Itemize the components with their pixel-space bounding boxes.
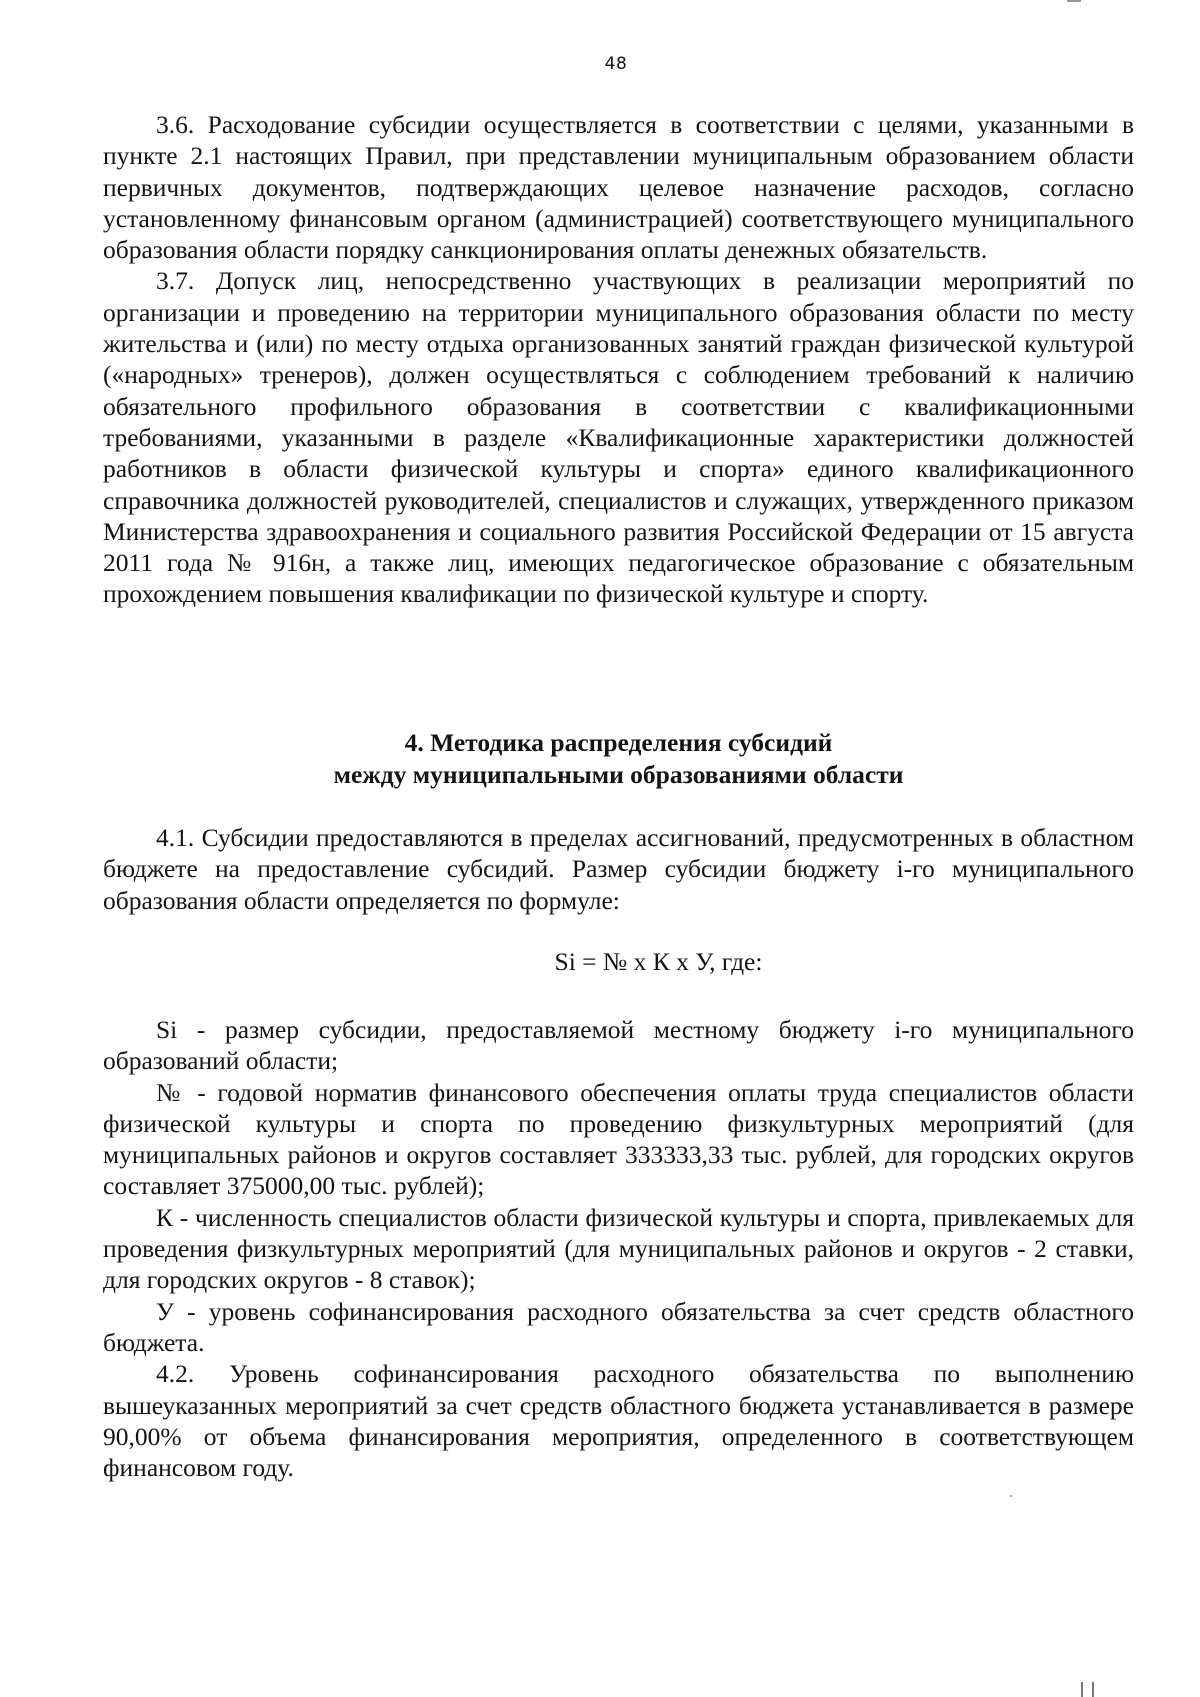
definition-n: № - годовой норматив финансового обеспечения оплаты труда специалистов области физической культуры и спорта по проведению физкультурных мероприятий (для муниципальных районов и округов составляет 333333,33 тыс. рублей, для городских округов составляет 375000,00 тыс. рублей); — [103, 1077, 1134, 1201]
paragraph-4-2: 4.2. Уровень софинансирования расходного обязательства по выполнению вышеуказанных мероприятий за счет средств областного бюджета устанавливается в размере 90,00% от объема финансирования мероприятия, определенного в соответствующем финансовом году. — [103, 1359, 1134, 1483]
definition-k: К - численность специалистов области физической культуры и спорта, привлекаемых для проведения физкультурных мероприятий (для муниципальных районов и округов - 2 ставки, для городских округов - 8 ставок); — [103, 1202, 1134, 1295]
paragraph-4-1: 4.1. Субсидии предоставляются в пределах ассигнований, предусмотренных в областном бюджете на предоставление субсидий. Размер субсидии бюджету i-го муниципального образования области определяется по формуле: — [103, 823, 1134, 915]
scan-artifact — [1010, 1495, 1012, 1497]
definition-si: Si - размер субсидии, предоставляемой местному бюджету i-го муниципального образований области; — [103, 1015, 1134, 1076]
formula-definitions — [103, 1014, 1134, 1483]
page-number: 48 — [604, 54, 628, 74]
section-4-heading — [103, 727, 1134, 791]
section-3-text — [103, 109, 1134, 610]
scan-artifact — [1081, 1682, 1083, 1697]
definition-u: У - уровень софинансирования расходного обязательства за счет средств областного бюджета. — [103, 1296, 1134, 1357]
section-4-heading-line-1: 4. Методика распределения субсидий — [404, 728, 833, 757]
section-4-heading-line-2: между муниципальными образованиями области — [333, 760, 904, 789]
paragraph-3-6: 3.6. Расходование субсидии осуществляется в соответствии с целями, указанными в пункте 2.1 настоящих Правил, при представлении муниципальным образованием области первичных документов, подтверждающих целевое назначение расходов, согласно установленному финансовым органом (администрацией) соответствующего муниципального образования области порядку санкционирования оплаты денежных обязательств. — [103, 110, 1134, 265]
paragraph-3-7: 3.7. Допуск лиц, непосредственно участвующих в реализации мероприятий по организации и проведению на территории муниципального образования области по месту жительства и (или) по месту отдыха организованных занятий граждан физической культурой («народных» тренеров), должен осуществляться с соблюдением требований к наличию обязательного профильного образования в соответствии с квалификационными требованиями, указанными в разделе «Квалификационные характеристики должностей работников в области физической культуры и спорта» единого квалификационного справочника должностей руководителей, специалистов и служащих, утвержденного приказом Министерства здравоохранения и социального развития Российской Федерации от 15 августа 2011 года № 916н, а также лиц, имеющих педагогическое образование с обязательным прохождением повышения квалификации по физической культуре и спорту. — [103, 266, 1134, 609]
subsidy-formula: Si = № x К x У, где: — [554, 947, 763, 976]
section-4-intro — [103, 822, 1134, 916]
scan-artifact — [1067, 0, 1081, 2]
scan-artifact — [1092, 1682, 1094, 1697]
